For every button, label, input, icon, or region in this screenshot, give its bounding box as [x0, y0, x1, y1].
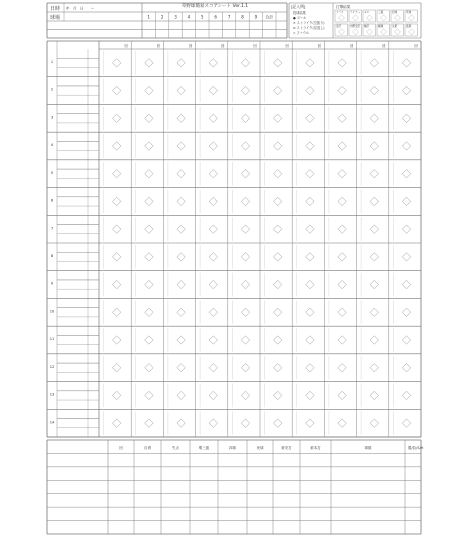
inning-header-1: 1 [147, 14, 150, 20]
at-bat-diamond [306, 142, 314, 150]
at-bat-diamond [306, 391, 314, 399]
at-bat-diamond [209, 114, 217, 122]
stats-header-4: 奪三振 [198, 446, 210, 450]
at-bat-diamond [402, 364, 410, 372]
at-bat-diamond [113, 364, 121, 372]
stats-header-5: 四球 [229, 446, 236, 450]
at-bat-diamond [370, 419, 378, 427]
at-bat-diamond [274, 225, 282, 233]
at-bat-diamond [113, 419, 121, 427]
at-bat-diamond [241, 225, 249, 233]
at-bat-diamond [338, 391, 346, 399]
inning-column-marks [125, 43, 419, 48]
batting-order-12: 12 [49, 364, 55, 369]
at-bat-diamond [113, 86, 121, 94]
inning-header-3: 3 [174, 14, 177, 20]
at-bat-diamond [306, 364, 314, 372]
at-bat-diamond [113, 197, 121, 205]
at-bat-diamond [177, 114, 185, 122]
inning-header-2: 2 [160, 14, 164, 20]
at-bat-diamond [402, 253, 410, 261]
at-bat-diamond [209, 336, 217, 344]
inning-mark: 回 [382, 44, 386, 48]
at-bat-diamond [274, 308, 282, 316]
at-bat-diamond [209, 419, 217, 427]
venue-label: 球場 [50, 15, 61, 21]
at-bat-diamond [241, 59, 249, 67]
at-bat-diamond [370, 114, 378, 122]
at-bat-diamond [338, 225, 346, 233]
at-bat-diamond [145, 170, 153, 178]
at-bat-diamond [338, 253, 346, 261]
at-bat-diamond [338, 364, 346, 372]
at-bat-diamond [370, 142, 378, 150]
stats-header-9: 球数 [364, 446, 372, 450]
at-bat-diamond [306, 59, 314, 67]
at-bat-diamond [209, 86, 217, 94]
at-bat-diamond [113, 142, 121, 150]
legend-line-2: ● ボール [293, 16, 307, 20]
at-bat-diamond [306, 308, 314, 316]
at-bat-diamond [274, 419, 282, 427]
at-bat-diamond [177, 86, 185, 94]
inning-mark: 回 [156, 44, 161, 48]
legend-line-5: ◇ ファウル [293, 31, 310, 35]
inning-mark: 回 [317, 44, 322, 48]
legend-example-label: 安打 [336, 25, 342, 29]
stats-header-8: 被本打 [310, 446, 321, 450]
at-bat-diamond [145, 364, 153, 372]
at-bat-diamond [338, 170, 346, 178]
at-bat-diamond [209, 253, 217, 261]
sheet-grid-lines [47, 3, 421, 534]
batting-order-8: 8 [50, 254, 54, 258]
batting-order-10: 10 [49, 309, 55, 314]
at-bat-diamond [338, 280, 346, 288]
at-bat-diamond [209, 142, 217, 150]
at-bat-diamond [145, 419, 153, 427]
inning-mark: 回 [188, 44, 193, 48]
inning-header-5: 5 [201, 14, 204, 20]
at-bat-diamond [209, 197, 217, 205]
at-bat-diamond [338, 197, 346, 205]
at-bat-diamond [338, 336, 346, 344]
at-bat-diamond [177, 142, 185, 150]
at-bat-diamond [113, 59, 121, 67]
at-bat-diamond [177, 364, 185, 372]
at-bat-diamond [241, 391, 249, 399]
legend-example-diamond [339, 29, 345, 35]
at-bat-diamond [241, 253, 249, 261]
at-bat-diamond [274, 142, 282, 150]
at-bat-diamond [402, 280, 410, 288]
legend-example-label: 犠飛 [378, 25, 384, 29]
at-bat-diamond [274, 197, 282, 205]
legend-line-1: 投球結果 [293, 11, 306, 15]
at-bat-diamond [338, 59, 346, 67]
at-bat-diamond [274, 170, 282, 178]
legend-example-diamond [395, 29, 401, 35]
legend-example-label: 盗塁 [406, 25, 412, 29]
legend-example-cells [335, 10, 418, 36]
at-bat-diamond [241, 419, 249, 427]
at-bat-diamond [306, 197, 314, 205]
at-bat-diamond [177, 308, 185, 316]
date-value: 年 月 日 〜 [66, 6, 94, 11]
at-bat-diamond [306, 86, 314, 94]
at-bat-diamond [274, 391, 282, 399]
at-bat-diamond [209, 170, 217, 178]
at-bat-diamond [306, 336, 314, 344]
legend-example-label: 内野安打 [350, 25, 361, 29]
at-bat-diamond [274, 253, 282, 261]
legend-example-diamond [339, 15, 345, 21]
at-bat-diamond [241, 114, 249, 122]
legend-example-label: ライナー [350, 11, 361, 15]
at-bat-diamond [209, 391, 217, 399]
legend-example-label: フライ [336, 11, 344, 15]
batting-order-1: 1 [50, 60, 54, 64]
inning-header-6: 6 [214, 14, 217, 20]
at-bat-diamond [338, 308, 346, 316]
at-bat-diamond [209, 59, 217, 67]
at-bat-diamond [274, 364, 282, 372]
stats-header-2: 自責 [144, 446, 151, 450]
at-bat-diamond [177, 419, 185, 427]
at-bat-diamond [306, 225, 314, 233]
at-bat-diamond [402, 59, 410, 67]
at-bat-diamond [177, 59, 185, 67]
batting-order-13: 13 [49, 392, 55, 397]
at-bat-diamond [241, 197, 249, 205]
at-bat-diamond [370, 280, 378, 288]
at-bat-diamond [177, 336, 185, 344]
at-bat-diamond [177, 280, 185, 288]
at-bat-diamond [209, 225, 217, 233]
at-bat-diamond [241, 86, 249, 94]
batting-order-5: 5 [50, 170, 54, 175]
legend-example-label: 三振 [378, 11, 384, 15]
legend-example-diamond [395, 15, 401, 21]
at-bat-diamond [113, 170, 121, 178]
at-bat-diamond [274, 86, 282, 94]
total-header: 合計 [265, 14, 274, 20]
at-bat-diamond [177, 391, 185, 399]
at-bat-diamond [145, 391, 153, 399]
at-bat-diamond [145, 280, 153, 288]
at-bat-diamond [402, 142, 410, 150]
at-bat-diamond [241, 336, 249, 344]
stats-header-1: 回 [119, 446, 123, 450]
at-bat-diamond [241, 280, 249, 288]
at-bat-diamond [370, 253, 378, 261]
legend-line-4: ⊘ ストライク(見逃し) [293, 26, 325, 30]
at-bat-diamond [402, 225, 410, 233]
at-bat-diamond [306, 280, 314, 288]
at-bat-diamond [370, 86, 378, 94]
at-bat-diamond [177, 225, 185, 233]
stats-header-7: 被安打 [281, 446, 292, 450]
at-bat-diamond [145, 114, 153, 122]
at-bat-diamond [113, 391, 121, 399]
legend-box [291, 4, 418, 36]
inning-mark: 回 [349, 44, 354, 48]
at-bat-diamond [370, 364, 378, 372]
batting-order-11: 11 [49, 337, 55, 342]
legend-example-label: 四球 [392, 11, 398, 15]
inning-mark: 回 [124, 44, 128, 48]
at-bat-diamond [145, 59, 153, 67]
stats-header-6: 死球 [256, 446, 264, 450]
batting-order-3: 3 [50, 115, 54, 120]
at-bat-diamond [113, 114, 121, 122]
at-bat-diamond [241, 364, 249, 372]
at-bat-diamond [402, 86, 410, 94]
legend-example-diamond [409, 29, 415, 35]
at-bat-diamond [370, 197, 378, 205]
inning-mark: 回 [221, 44, 225, 48]
at-bat-diamond [241, 142, 249, 150]
at-bat-diamond [402, 391, 410, 399]
date-label: 日時 [50, 6, 61, 12]
at-bat-diamond [274, 114, 282, 122]
batting-order-7: 7 [50, 226, 54, 231]
at-bat-diamond [177, 253, 185, 261]
legend-example-label: 失策 [392, 25, 398, 29]
at-bat-diamond [402, 197, 410, 205]
at-bat-diamond [113, 308, 121, 316]
at-bat-diamond [145, 197, 153, 205]
at-bat-diamond [274, 280, 282, 288]
at-bat-diamond [306, 114, 314, 122]
at-bat-diamond [177, 197, 185, 205]
batting-order-4: 4 [50, 143, 54, 148]
legend-example-label: 犠打 [364, 25, 370, 29]
at-bat-diamond [145, 253, 153, 261]
at-bat-diamond [113, 225, 121, 233]
at-bat-diamond [209, 308, 217, 316]
at-bat-diamond [113, 336, 121, 344]
batting-order-2: 2 [50, 87, 54, 92]
at-bat-diamond [370, 170, 378, 178]
at-bat-diamond [306, 253, 314, 261]
at-bat-diamond [370, 336, 378, 344]
legend-line-3: ✕ ストライク(空振り) [293, 21, 325, 25]
inning-header-4: 4 [187, 14, 191, 20]
legend-example-diamond [353, 15, 359, 21]
at-bat-diamond [338, 114, 346, 122]
at-bat-diamond [209, 364, 217, 372]
legend-title: [記入例] [291, 4, 306, 9]
at-bat-diamond [370, 59, 378, 67]
batting-order-numbers [50, 60, 55, 424]
at-bat-diamond [113, 253, 121, 261]
at-bat-diamond [338, 142, 346, 150]
at-bat-diamond [274, 336, 282, 344]
at-bat-diamond [241, 308, 249, 316]
at-bat-diamond [402, 336, 410, 344]
batting-order-9: 9 [50, 281, 54, 286]
legend-panel-title: 打撃結果 [336, 5, 351, 9]
pitcher-stats-header [119, 445, 424, 450]
at-bat-diamond [402, 114, 410, 122]
at-bat-diamond [338, 86, 346, 94]
legend-example-diamond [353, 29, 359, 35]
at-bat-diamond [241, 170, 249, 178]
at-bat-diamond [306, 419, 314, 427]
at-bat-diamond [145, 336, 153, 344]
at-bat-diamond [338, 419, 346, 427]
at-bat-diamond [274, 59, 282, 67]
legend-example-diamond [409, 15, 415, 21]
batting-order-14: 14 [49, 420, 55, 425]
stats-header-10: 勝/負/S/H [408, 446, 424, 450]
at-bat-diamond [145, 86, 153, 94]
at-bat-diamond [306, 170, 314, 178]
at-bat-diamond [145, 308, 153, 316]
at-bat-diamond [145, 225, 153, 233]
at-bat-diamond [209, 280, 217, 288]
at-bat-diamond [402, 170, 410, 178]
at-bat-diamond [113, 280, 121, 288]
legend-example-diamond [367, 15, 373, 21]
at-bat-diamond [370, 225, 378, 233]
stats-header-3: 失点 [172, 446, 179, 450]
at-bat-diamond [370, 391, 378, 399]
inning-header-row [147, 14, 273, 20]
legend-example-diamond [367, 29, 373, 35]
inning-mark: 回 [253, 44, 257, 48]
at-bat-diamond [145, 142, 153, 150]
at-bat-diamond [402, 419, 410, 427]
legend-example-diamond [381, 15, 387, 21]
legend-example-label: 死球 [406, 11, 412, 15]
inning-mark: 回 [414, 44, 418, 48]
inning-mark: 回 [285, 44, 289, 48]
inning-header-8: 8 [241, 14, 244, 20]
inning-header-7: 7 [227, 14, 231, 20]
at-bat-diamond [177, 170, 185, 178]
at-bat-diamond [370, 308, 378, 316]
inning-header-9: 9 [254, 14, 258, 20]
legend-example-diamond [381, 29, 387, 35]
batting-order-6: 6 [50, 198, 54, 203]
sheet-title: 草野球簡易スコアシート Ver.1.1 [181, 4, 249, 9]
at-bat-diamond [402, 308, 410, 316]
legend-example-label: ゴロ [364, 11, 370, 15]
